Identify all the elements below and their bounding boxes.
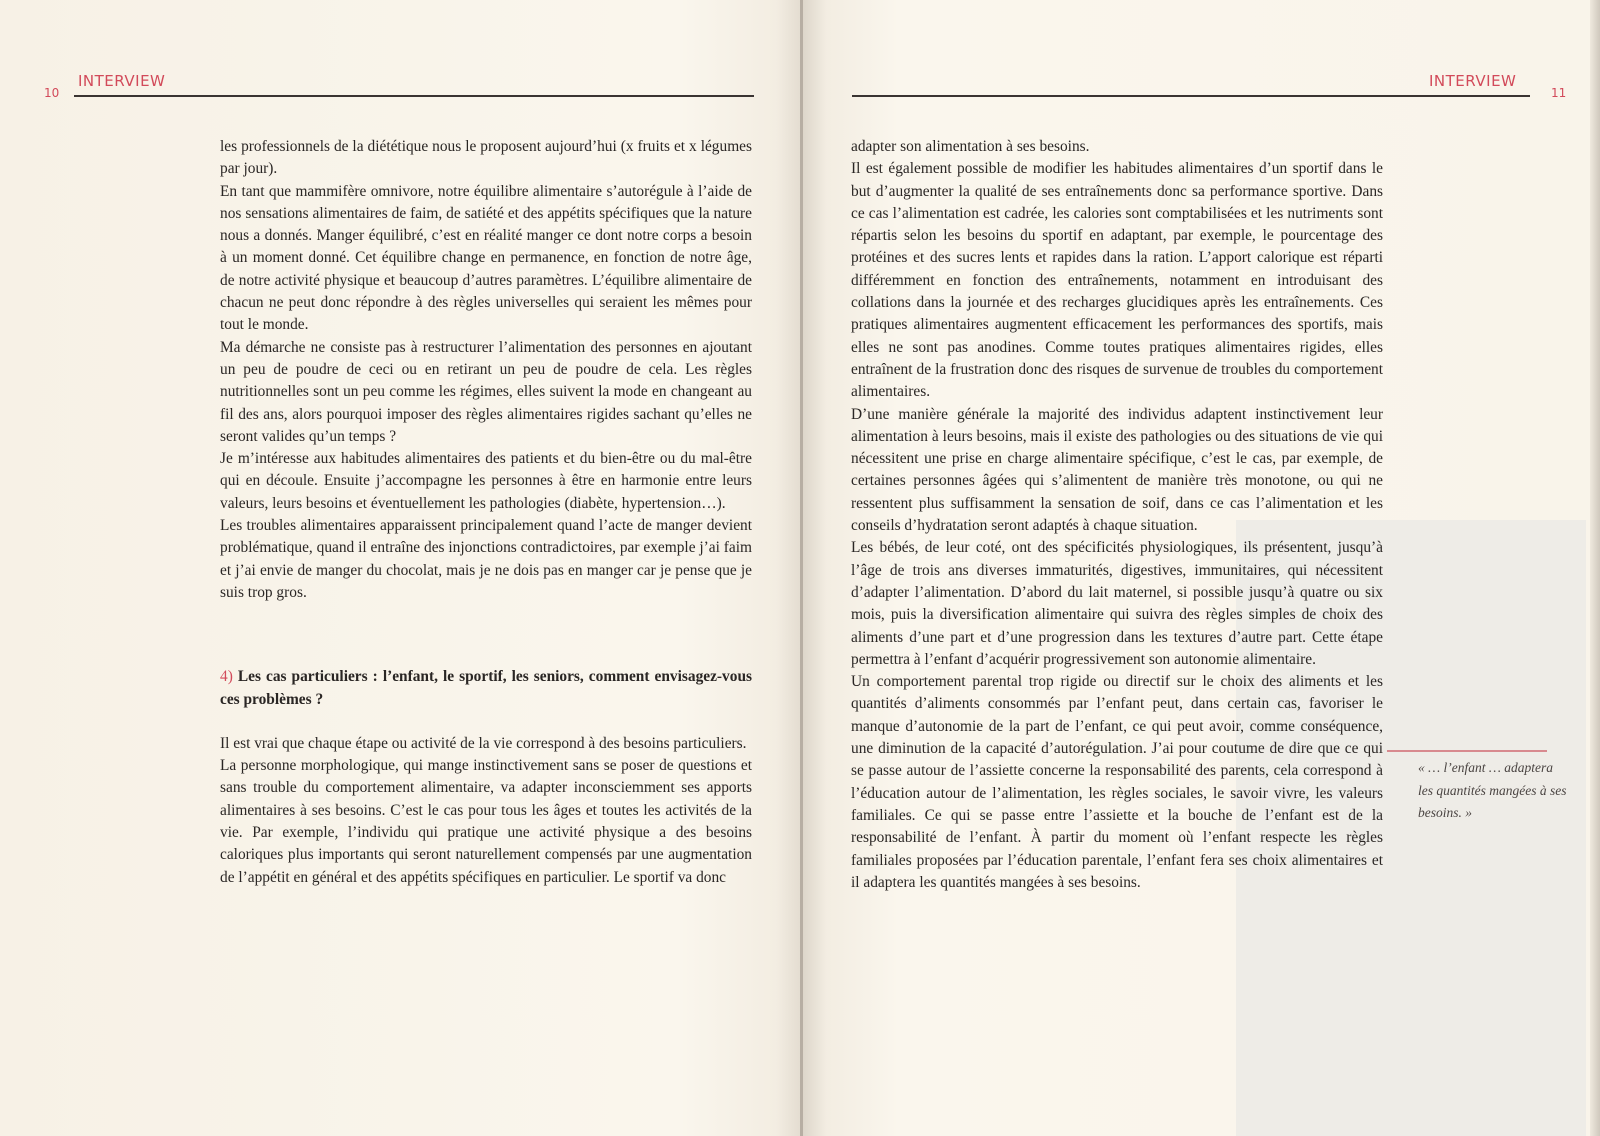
paragraph: Il est vrai que chaque étape ou activité de la vie correspond à des besoins particuliers. [220, 734, 747, 752]
right-running-head: INTERVIEW [1429, 72, 1517, 90]
right-page-number: 11 [1551, 86, 1567, 100]
page-edge [1590, 0, 1600, 1136]
paragraph: adapter son alimentation à ses besoins. [851, 138, 1090, 155]
paragraph: D’une manière générale la majorité des individus adaptent instinctivement leur alimentation à leurs besoins, mais il existe des pathologies ou des situations de vie qui nécessitent une prise en charge alimentaire spécifique, c’est le cas, par exemple, de certaines personnes âgées qui s’alimentent de manière très monotone, ou qui ne ressentent plus suffisamment la sensation de soif, dans ce cas l’alimentation et les conseils d’hydratation seront adaptés à chaque situation. [851, 405, 1383, 535]
pull-quote: « … l’enfant … adaptera les quantités mangées à ses besoins. » [1418, 760, 1567, 821]
paragraph: Les troubles alimentaires apparaissent principalement quand l’acte de manger devient problématique, quand il entraîne des injonctions contradictoires, par exemple j’ai faim et j’ai envie de manger du chocolat, mais je ne dois pas en manger car je pense que je suis trop gros. [220, 517, 752, 601]
right-header-rule [852, 95, 1530, 97]
paragraph: En tant que mammifère omnivore, notre équilibre alimentaire s’autorégule à l’aide de nos sensations alimentaires de faim, de satiété et des appétits spécifiques que la nature nous a donnés. Manger équilibré, c’est en réalité manger ce dont notre corps a besoin à un moment donné. Cet équilibre change en permanence, en fonction de notre âge, de notre activité physique et beaucoup d’autres paramètres. L’équilibre alimentaire de chacun ne peut donc répondre à des règles universelles qui seraient les mêmes pour tout le monde. [220, 182, 752, 334]
paragraph: Les bébés, de leur coté, ont des spécificités physiologiques, ils présentent, jusqu’à l’âge de trois ans diverses immaturités, digestives, immunitaires, qui nécessitent d’adapter l’alimentation. D’abord du lait maternel, si possible jusqu’à quatre ou six mois, puis la diversification alimentaire qui suivra des règles simples de choix des aliments d’une part et d’une progression dans les textures d’autre part. Cette étape permettra à l’enfant d’acquérir progressivement son autonomie alimentaire. [851, 539, 1383, 668]
paragraph: Il est également possible de modifier les habitudes alimentaires d’un sportif dans le but d’augmenter la qualité de ses entraînements donc sa performance sportive. Dans ce cas l’alimentation est cadrée, les calories sont comptabilisées et les nutriments sont répartis selon les besoins du sportif en adaptant, par exemple, le pourcentage des protéines et des sucres lents et rapides dans la ration. L’apport calorique est réparti différemment en fonction des entraînements, notamment en introduisant des collations dans la journée et des recharges glucidiques après les entraînements. Ces pratiques alimentaires augmentent efficacement les performances des sportifs, mais elles ne sont pas anodines. Comme toutes pratiques alimentaires rigides, elles entraînent de la frustration donc des risques de survenue de troubles du comportement alimentaires. [851, 160, 1383, 401]
paragraph: La personne morphologique, qui mange instinctivement sans se poser de questions et sans trouble du comportement alimentaire, va adapter inconsciemment ses apports alimentaires à ses besoins. C’est le cas pour tous les âges et toutes les activités de la vie. Par exemple, l’individu qui pratique une activité physique a des besoins caloriques plus importants qui seront naturellement compensés par une augmentation de l’appétit en général et des appétits spécifiques en particulier. Le sportif va donc [220, 757, 752, 886]
left-header-rule [74, 95, 754, 97]
left-page-number: 10 [44, 86, 60, 100]
paragraph: Ma démarche ne consiste pas à restructurer l’alimentation des personnes en ajoutant un peu de poudre de ceci ou en retirant un peu de poudre de cela. Les règles nutritionnelles sont un peu comme les régimes, elles suivent la mode en changeant au fil des ans, alors pourquoi imposer des règles alimentaires rigides sachant qu’elles ne seront valides qu’un temps ? [220, 338, 752, 445]
pull-quote-rule [1387, 750, 1547, 752]
left-text-column [220, 136, 752, 889]
interview-question [220, 666, 752, 711]
left-running-head: INTERVIEW [78, 72, 166, 90]
question-text: Les cas particuliers : l’enfant, le sportif, les seniors, comment envisagez-vous ces problèmes ? [220, 668, 752, 708]
paragraph: Un comportement parental trop rigide ou directif sur le choix des aliments et les quantités d’aliments consommés par l’enfant peut, dans certain cas, favoriser le manque d’autonomie de la part de l’enfant, ce qui peut avoir, comme conséquence, une diminution de la capacité d’autorégulation. J’ai pour coutume de dire que ce qui se passe autour de l’assiette concerne la responsabilité des parents, cela correspond à l’éducation autour de l’alimentation, les règles sociales, le savoir vivre, les valeurs familiales. Ce qui se passe entre l’assiette et la bouche de l’enfant est de la responsabilité de l’enfant. À partir du moment où l’enfant respecte les règles familiales proposées par l’éducation parentale, l’enfant fera ses choix alimentaires et il adaptera les quantités mangées à ses besoins. [851, 673, 1383, 891]
question-number: 4) [220, 668, 233, 686]
right-text-column [851, 136, 1383, 894]
paragraph: Je m’intéresse aux habitudes alimentaires des patients et du bien-être ou du mal-être qui en découle. Ensuite j’accompagne les personnes à être en harmonie entre leurs valeurs, leurs besoins et éventuellement les pathologies (diabète, hypertension…). [220, 450, 752, 512]
paragraph: les professionnels de la diététique nous le proposent aujourd’hui (x fruits et x légumes par jour). [220, 138, 752, 178]
